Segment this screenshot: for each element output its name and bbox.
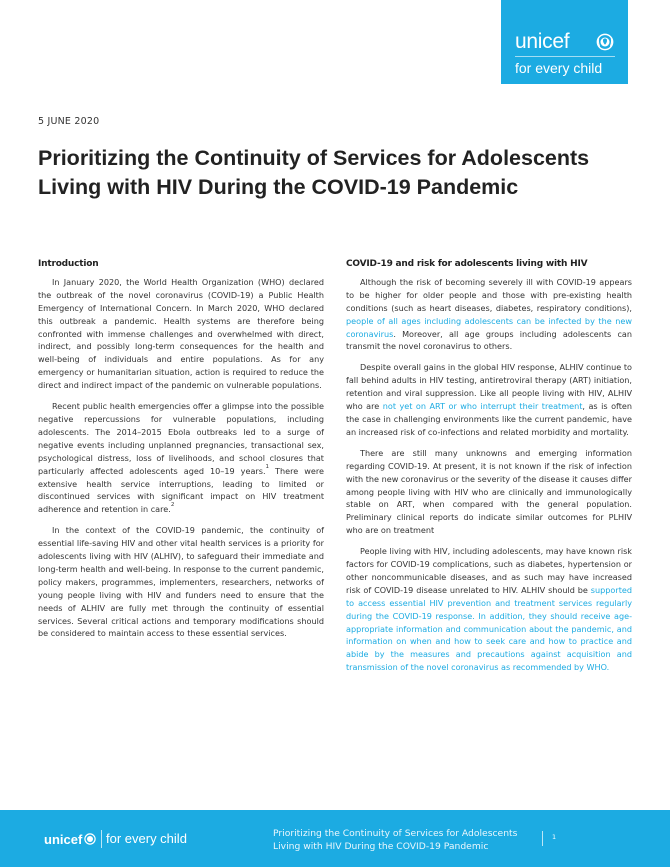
section-heading-covid-risk: COVID-19 and risk for adolescents living with HIV: [346, 259, 588, 269]
intro-paragraph-2: [38, 400, 324, 516]
unicef-globe-icon: [84, 833, 96, 845]
footnote-ref-1[interactable]: 1: [265, 463, 270, 470]
brand-tagline: for every child: [515, 60, 603, 76]
text-run: , as is often the case in challenging environments like the current pandemic, have an increased risk of co-infections and related morbidity and mortality.: [346, 401, 633, 437]
unicef-logo-block: [501, 0, 628, 84]
text-run: People living with HIV, including adolescents, may have known risk factors for COVID-19 complications, such as diabetes, hypertension or other noncommunicable diseases, and as such may have increased risk of COVID-19 disease unrelated to HIV. ALHIV should be: [346, 546, 632, 595]
brand-name: unicef: [515, 30, 570, 53]
text-run: Although the risk of becoming severely ill with COVID-19 appears to be higher for older people and those with pre-existing health conditions (such as heart diseases, diabetes, respiratory conditions),: [346, 276, 632, 313]
highlighted-text: not yet on ART or who interrupt their treatment: [382, 401, 583, 412]
publication-date: 5 JUNE 2020: [38, 116, 100, 127]
risk-paragraph-4: [346, 545, 632, 674]
page-footer: [0, 810, 670, 867]
text-run: . Moreover, all age groups including adolescents can transmit the novel coronavirus to others.: [346, 328, 632, 352]
risk-paragraph-1: [346, 276, 632, 353]
footer-title-line-1: Prioritizing the Continuity of Services for Adolescents: [273, 828, 518, 839]
section-heading-introduction: Introduction: [38, 259, 99, 269]
title-line-1: Prioritizing the Continuity of Services for Adolescents: [38, 146, 590, 170]
intro-paragraph-1: In January 2020, the World Health Organization (WHO) declared the outbreak of the novel coronavirus (COVID-19) a Public Health Emergency of International Concern. In March 2020, WHO declared this outbreak a pandemic. Health systems are therefore being confronted with immense challenges and overwhelmed with direct, indirect, and possibly long-term consequences for the health and well-being of individuals and entire populations. As for any emergency or humanitarian situation, action is required to reduce the direct and indirect impact of the pandemic on vulnerable populations.: [38, 276, 324, 391]
text-run: Recent public health emergencies offer a glimpse into the possible negative repercussions for vulnerable populations, including adolescents. The 2014–2015 Ebola outbreaks led to a surge of negative events including unplanned pregnancies, transactional sex, psychological distress, loss of livelihoods, and school closures that particularly affected adolescents aged 10–19 years.: [38, 401, 324, 476]
right-column: [346, 258, 632, 682]
highlighted-text: people of all ages including adolescents can be infected by the new coronavirus: [346, 315, 632, 339]
footer-document-title: [273, 827, 517, 853]
intro-paragraph-3: In the context of the COVID-19 pandemic, the continuity of essential life-saving HIV and other vital health services is a priority for adolescents living with HIV (ALHIV), to safeguard their immediate and long-term health and well-being. In response to the current pandemic, policy makers, programmes, implementers, researchers, networks of young people living with HIV and funders need to ensure that the needs of ALHIV are fully met through the continuity of essential services. Several critical actions and temporary modifications should be considered to maintain access to these essential services.: [38, 525, 324, 639]
logo-divider: [515, 56, 615, 57]
footer-divider: [101, 830, 102, 848]
unicef-globe-icon: [596, 33, 614, 51]
text-run: There were extensive health service interruptions, leading to limited or discontinued services with significant impact on HIV treatment adherence and retention in care.: [38, 465, 324, 515]
left-column: [38, 258, 324, 648]
document-title: [38, 144, 638, 202]
text-run: Despite overall gains in the global HIV response, ALHIV continue to fall behind adults in HIV testing, antiretroviral therapy (ART) initiation, retention and viral suppression. Like all people living with HIV, ALHIV who are: [346, 362, 632, 412]
title-line-2: Living with HIV During the COVID-19 Pandemic: [38, 175, 519, 199]
footer-page-divider: [542, 831, 543, 846]
footnote-ref-2[interactable]: 2: [170, 502, 175, 509]
footer-tagline: for every child: [106, 831, 187, 846]
footer-brand-name: unicef: [44, 832, 83, 847]
page-number: 1: [552, 833, 557, 841]
risk-paragraph-2: [346, 361, 632, 438]
risk-paragraph-3: There are still many unknowns and emerging information regarding COVID-19. At present, it is not known if the risk of infection with the new coronavirus or the severity of the disease it causes differ among people living with HIV who are clinically and immunologically stable on ART, when compared with the general population. Preliminary clinical reports do indicate similar outcomes for PLHIV who are on treatment: [346, 447, 632, 536]
highlighted-text: supported to access essential HIV prevention and treatment services regularly during the COVID-19 response. In addition, they should receive age-appropriate information and communication about the pandemic, and information on when and how to seek care and how to practice and abide by the measures and precautions against acquisition and transmission of the novel coronavirus as recommended by WHO.: [346, 584, 632, 673]
footer-title-line-2: Living with HIV During the COVID-19 Pandemic: [273, 841, 489, 852]
